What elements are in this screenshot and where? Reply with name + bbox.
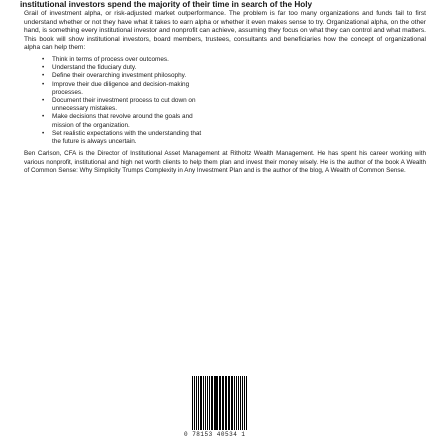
barcode-digits: 0 78153 40534 1 [184,431,246,438]
list-item: • Make decisions that revolve around the goals and mission of the organization. [42,113,210,129]
intro-paragraph: Grail of investment alpha, or risk-adjusted market outperformance. The problem is far too many organizations and funds fail to first understand whether or not they have what it takes to earn alpha or whether it even makes sense to try. Organizational alpha, on the other hand, is something every institutional investor and nonprofit can achieve, assuming they focus on what they can control and what matters. This book will show institutional investors, board members, trustees, consultants and beneficiaries how the concept of organizational alpha can help them: [24,10,426,52]
barcode-bars [192,376,248,430]
list-item: • Understand the fiduciary duty. [42,64,210,72]
list-item: • Define their overarching investment philosophy. [42,72,210,80]
list-item: • Improve their due diligence and decision-making processes. [42,81,210,97]
cut-off-heading-line: institutional investors spend the majority of their time in search of the Holy [20,0,313,9]
author-bio-paragraph: Ben Carlson, CFA is the Director of Institutional Asset Management at Ritholtz Wealth Management. He has spent his career working with various nonprofit, institutional and high net worth clients to help them plan and invest their money wisely. He is the author of the book A Wealth of Common Sense: Why Simplicity Trumps Complexity in Any Investment Plan and is the author of the blog, A Wealth of Common Sense. [24,150,426,175]
list-item: • Set realistic expectations with the understanding that the future is always uncertain. [42,130,210,146]
benefits-list [24,56,426,146]
list-item: • Think in terms of process over outcomes. [42,56,210,64]
list-item: • Document their investment process to cut down on unnecessary mistakes. [42,97,210,113]
isbn-barcode [184,376,248,438]
